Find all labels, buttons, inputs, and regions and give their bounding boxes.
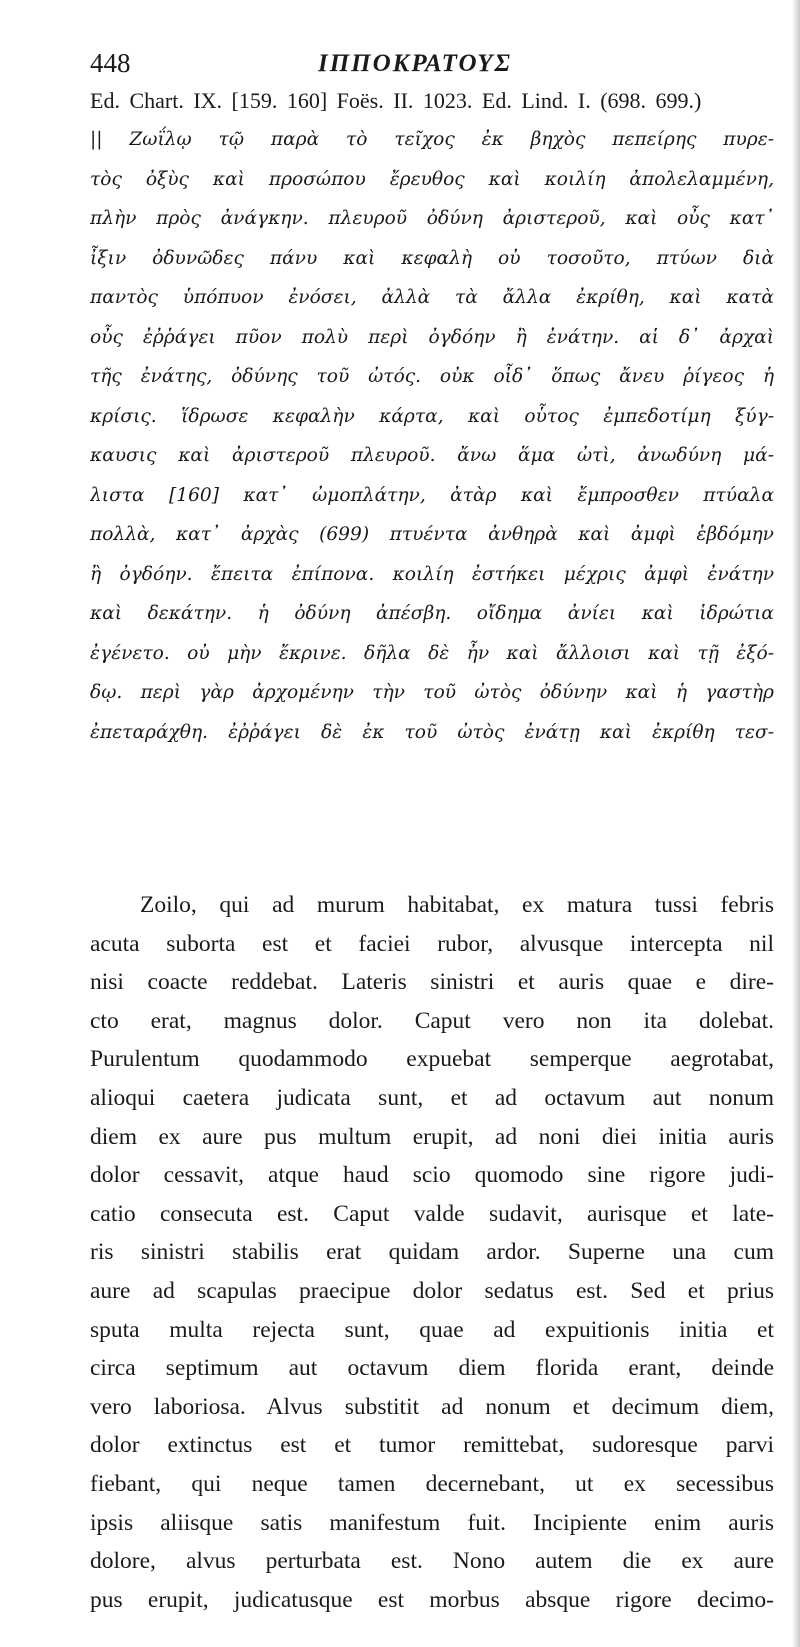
running-title: ΙΠΠΟΚΡΑΤΟΥΣ [318, 50, 512, 77]
greek-line: ἢ ὀγδόην. ἔπειτα ἐπίπονα. κοιλίη ἐστήκει μέχρις ἀμφὶ ἐνάτην [90, 563, 774, 585]
latin-line: sputa multa rejecta sunt, quae ad expuitionis initia et [90, 1316, 774, 1343]
greek-line: δῳ. περὶ γὰρ ἀρχομένην τὴν τοῦ ὠτὸς ὀδύνην καὶ ἡ γαστὴρ [90, 682, 774, 703]
latin-translation [90, 886, 774, 1619]
latin-line: catio consecuta est. Caput valde sudavit, aurisque et late- [90, 1200, 774, 1227]
edition-reference: Ed. Chart. IX. [159. 160] Foës. II. 1023. Ed. Lind. I. (698. 699.) [90, 88, 702, 113]
latin-line: alioqui caetera judicata sunt, et ad octavum aut nonum [90, 1084, 774, 1111]
latin-line: ris sinistri stabilis erat quidam ardor. Superne una cum [90, 1239, 774, 1266]
greek-text [90, 120, 774, 752]
greek-line: ἐγένετο. οὐ μὴν ἔκρινε. δῆλα δὲ ἦν καὶ ἄλλοισι καὶ τῇ ἐξό- [90, 642, 774, 664]
greek-line: τὸς ὀξὺς καὶ προσώπου ἔρευθος καὶ κοιλίη ἀπολελαμμένη, [90, 168, 774, 190]
latin-line: cto erat, magnus dolor. Caput vero non ita dolebat. [90, 1007, 774, 1034]
greek-line: πολλὰ, κατ᾽ ἀρχὰς (699) πτυέντα ἀνθηρὰ καὶ ἀμφὶ ἑβδόμην [90, 524, 774, 545]
latin-line: vero laboriosa. Alvus substitit ad nonum et decimum diem, [90, 1393, 774, 1420]
latin-line: fiebant, qui neque tamen decernebant, ut ex secessibus [90, 1470, 774, 1497]
latin-line: dolor extinctus est et tumor remittebat, sudoresque parvi [90, 1432, 774, 1459]
greek-line: ἐπεταράχθη. ἐῤῥάγει δὲ ἐκ τοῦ ὠτὸς ἐνάτῃ καὶ ἐκρίθη τεσ- [90, 721, 774, 743]
latin-line: ipsis aliisque satis manifestum fuit. Incipiente enim auris [90, 1509, 774, 1536]
latin-line: Zoilo, qui ad murum habitabat, ex matura tussi febris [140, 892, 774, 918]
latin-line: Purulentum quodammodo expuebat semperque aegrotabat, [90, 1046, 774, 1073]
page-number: 448 [90, 48, 131, 78]
greek-line: παντὸς ὑπόπυον ἐνόσει, ἀλλὰ τὰ ἄλλα ἐκρίθη, καὶ κατὰ [90, 287, 774, 308]
latin-line: dolor cessavit, atque haud scio quomodo sine rigore judi- [90, 1162, 774, 1189]
section-gap [90, 752, 774, 886]
greek-line: πλὴν πρὸς ἀνάγκην. πλευροῦ ὀδύνη ἀριστεροῦ, καὶ οὖς κατ᾽ [90, 208, 774, 229]
greek-line: κρίσις. ἵδρωσε κεφαλὴν κάρτα, καὶ οὗτος ἐμπεδοτίμη ξύγ- [90, 405, 774, 427]
greek-line: λιστα [160] κατ᾽ ὠμοπλάτην, ἀτὰρ καὶ ἔμπροσθεν πτύαλα [90, 484, 774, 506]
latin-line: diem ex aure pus multum erupit, ad noni diei initia auris [90, 1123, 774, 1150]
greek-line: οὖς ἐῤῥάγει πῦον πολὺ περὶ ὀγδόην ἢ ἐνάτην. αἱ δ᾽ ἀρχαὶ [90, 326, 774, 348]
latin-line: nisi coacte reddebat. Lateris sinistri et auris quae e dire- [90, 969, 774, 996]
running-head [90, 44, 774, 82]
greek-line: καυσις καὶ ἀριστεροῦ πλευροῦ. ἄνω ἅμα ὠτὶ, ἀνωδύνη μά- [90, 445, 774, 466]
greek-line: || Ζωΐλῳ τῷ παρὰ τὸ τεῖχος ἐκ βηχὸς πεπείρης πυρε- [90, 129, 774, 150]
greek-line: τῆς ἐνάτης, ὀδύνης τοῦ ὠτός. οὐκ οἶδ᾽ ὅπως ἄνευ ῥίγεος ἡ [90, 366, 774, 387]
latin-line: circa septimum aut octavum diem florida erant, deinde [90, 1355, 774, 1382]
latin-line: dolore, alvus perturbata est. Nono autem die ex aure [90, 1548, 774, 1575]
latin-line: pus erupit, judicatusque est morbus absque rigore decimo- [90, 1586, 774, 1613]
latin-line: aure ad scapulas praecipue dolor sedatus est. Sed et prius [90, 1277, 774, 1304]
greek-line: ἶξιν ὀδυνῶδες πάνυ καὶ κεφαλὴ οὐ τοσοῦτο, πτύων διὰ [90, 247, 774, 269]
latin-line: acuta suborta est et faciei rubor, alvusque intercepta nil [90, 930, 774, 957]
greek-line: καὶ δεκάτην. ἡ ὀδύνη ἀπέσβη. οἴδημα ἀνίει καὶ ἱδρώτια [90, 603, 774, 624]
